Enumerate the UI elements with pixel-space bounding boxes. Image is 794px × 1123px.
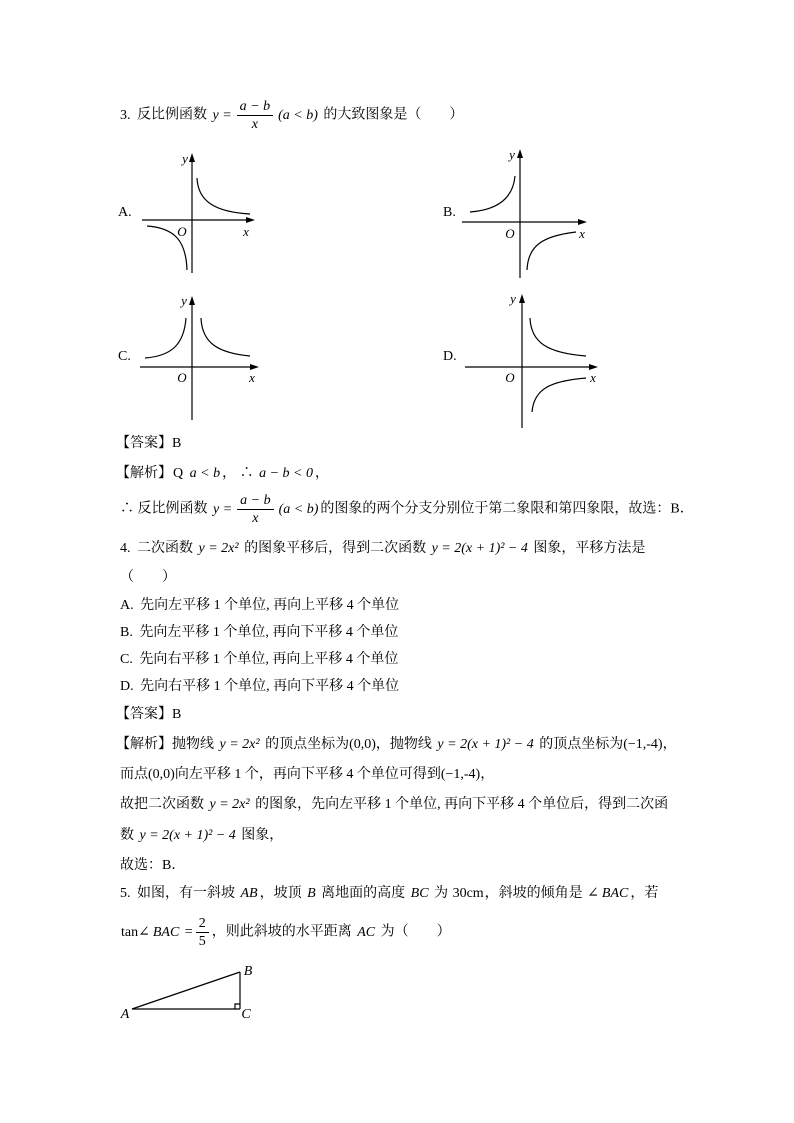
q5-stem-text: ，若 bbox=[630, 886, 659, 901]
right-angle-mark-icon bbox=[235, 1004, 240, 1009]
expression: y = 2x² bbox=[219, 737, 260, 752]
analysis-text: 故把二次函数 bbox=[120, 797, 204, 812]
therefore-symbol: ∴ bbox=[120, 501, 134, 517]
comma: ， bbox=[314, 466, 329, 481]
q3-option-b-label: B. bbox=[443, 205, 456, 220]
segment-ab: AB bbox=[240, 886, 258, 901]
q3-option-c-label: C. bbox=[118, 349, 131, 364]
option-text: 先向右平移 1 个单位, 再向上平移 4 个单位 bbox=[139, 652, 399, 667]
q4-analysis-line-1 bbox=[116, 735, 677, 755]
q5-stem-line-2 bbox=[120, 916, 451, 949]
q3-stem-tail: 的大致图象是（ ） bbox=[323, 107, 464, 123]
point-b: B bbox=[307, 886, 316, 901]
tan-value-fraction bbox=[196, 916, 209, 949]
q4-stem-text: 图象，平移方法是 bbox=[533, 541, 646, 556]
expression: y = 2(x + 1)² − 4 bbox=[139, 828, 236, 843]
analysis-text: 的顶点坐标为(0,0)，抛物线 bbox=[265, 737, 432, 752]
therefore-symbol: ∴ bbox=[239, 466, 254, 481]
q5-stem bbox=[120, 884, 658, 904]
q3-analysis-line-1 bbox=[116, 464, 329, 484]
q3-stem bbox=[120, 99, 463, 132]
condition-expr: (a < b) bbox=[278, 501, 319, 517]
q5-stem-text: 为（ ） bbox=[380, 924, 451, 940]
q4-option-a bbox=[120, 596, 399, 616]
hyperbola-branch-lower bbox=[527, 232, 576, 270]
x-axis-arrow-icon bbox=[578, 219, 587, 225]
hyperbola-branch-upper bbox=[470, 176, 515, 212]
q3-analysis-line-2 bbox=[120, 493, 694, 526]
angle-symbol: ∠ bbox=[587, 886, 599, 901]
q3-fraction-denominator: x bbox=[251, 117, 258, 132]
q3-option-d-label: D. bbox=[443, 349, 457, 364]
option-label: D. bbox=[120, 679, 134, 694]
comma: ， bbox=[222, 466, 237, 481]
y-axis-label: y bbox=[510, 291, 516, 306]
vertex-b-label: B bbox=[243, 964, 253, 979]
option-label: C. bbox=[120, 652, 133, 667]
q4-expression-1: y = 2x² bbox=[198, 541, 239, 556]
q4-analysis-line-2: 而点(0,0)向左平移 1 个，再向下平移 4 个单位可得到(−1,-4)， bbox=[120, 767, 495, 782]
analysis-tag: 【解析】 bbox=[116, 466, 172, 481]
q4-stem-text: 二次函数 bbox=[137, 541, 193, 556]
q3-condition: (a < b) bbox=[278, 107, 318, 123]
fraction-denominator: 5 bbox=[198, 934, 206, 949]
analysis-text: 的图象，先向左平移 1 个单位, 再向下平移 4 个单位后，得到二次函 bbox=[255, 797, 669, 812]
q3-fraction-numerator: a − b bbox=[237, 99, 273, 116]
vertex-a-label: A bbox=[120, 1007, 130, 1022]
q5-number: 5. bbox=[120, 886, 131, 901]
option-text: 先向右平移 1 个单位, 再向下平移 4 个单位 bbox=[140, 679, 400, 694]
q5-stem-text: ，则此斜坡的水平距离 bbox=[211, 924, 352, 940]
q3-option-d-graph bbox=[462, 291, 602, 431]
q4-option-c bbox=[120, 650, 398, 670]
q3-option-a-label: A. bbox=[118, 205, 132, 220]
because-symbol: Q bbox=[173, 466, 184, 481]
q4-analysis-line-5: 故选：B． bbox=[120, 858, 186, 873]
analysis-tag: 【解析】 bbox=[116, 737, 172, 752]
q4-analysis-line-3 bbox=[120, 795, 668, 815]
q4-stem bbox=[120, 539, 645, 559]
hyperbola-branch-lower bbox=[532, 378, 586, 412]
q3-fraction bbox=[237, 99, 273, 132]
hyperbola-branch-right bbox=[201, 318, 250, 356]
height-value: 30cm bbox=[452, 886, 484, 901]
vertex-c-label: C bbox=[241, 1007, 251, 1022]
analysis-fraction bbox=[237, 493, 273, 526]
q5-stem-text: 如图，有一斜坡 bbox=[137, 886, 235, 901]
angle-bac: BAC bbox=[152, 924, 180, 940]
y-axis-arrow-icon bbox=[189, 153, 195, 162]
hyperbola-branch-upper bbox=[530, 318, 586, 356]
y-axis-label: y bbox=[181, 293, 187, 308]
x-axis-label: x bbox=[249, 370, 255, 385]
option-label: A. bbox=[120, 598, 134, 613]
q3-function-lhs: y = bbox=[212, 107, 232, 123]
slope-ab bbox=[132, 972, 240, 1009]
y-axis-arrow-icon bbox=[517, 149, 523, 158]
origin-label: O bbox=[177, 370, 187, 385]
result-expr: a − b < 0 bbox=[259, 466, 313, 481]
hyperbola-branch-upper bbox=[197, 178, 250, 214]
analysis-text: 数 bbox=[120, 828, 134, 843]
q5-stem-text: 离地面的高度 bbox=[321, 886, 406, 901]
x-axis-label: x bbox=[243, 224, 249, 239]
q3-option-b-graph bbox=[460, 146, 592, 282]
hyperbola-branch-left bbox=[145, 318, 186, 358]
analysis-text: 图象， bbox=[241, 828, 284, 843]
expression: y = 2x² bbox=[209, 797, 250, 812]
analysis-text: 的顶点坐标为(−1,-4)， bbox=[539, 737, 677, 752]
option-text: 先向左平移 1 个单位, 再向下平移 4 个单位 bbox=[139, 625, 399, 640]
expression: y = 2(x + 1)² − 4 bbox=[437, 737, 534, 752]
tan-symbol: tan∠ bbox=[121, 924, 150, 940]
y-axis-arrow-icon bbox=[519, 294, 525, 303]
option-text: 先向左平移 1 个单位, 再向上平移 4 个单位 bbox=[140, 598, 400, 613]
equals-sign: = bbox=[184, 924, 193, 940]
q5-stem-text: ，斜坡的倾角是 bbox=[484, 886, 583, 901]
q5-slope-triangle bbox=[115, 960, 260, 1022]
analysis-text: 的图象的两个分支分别位于第二象限和第四象限，故选：B． bbox=[320, 501, 694, 517]
x-axis-label: x bbox=[579, 226, 585, 241]
q4-answer-blank: （ ） bbox=[120, 570, 176, 585]
origin-label: O bbox=[505, 370, 515, 385]
origin-label: O bbox=[177, 224, 187, 239]
q4-option-d bbox=[120, 677, 399, 697]
q4-expression-2: y = 2(x + 1)² − 4 bbox=[431, 541, 528, 556]
q3-stem-text: 反比例函数 bbox=[137, 107, 207, 123]
q5-stem-text: 为 bbox=[434, 886, 449, 901]
q3-option-c-graph bbox=[138, 293, 262, 423]
function-lhs: y = bbox=[213, 501, 233, 517]
option-label: B. bbox=[120, 625, 133, 640]
x-axis-label: x bbox=[590, 370, 596, 385]
q3-answer: 【答案】B bbox=[116, 436, 182, 451]
y-axis-label: y bbox=[182, 151, 188, 166]
segment-bc: BC bbox=[410, 886, 429, 901]
y-axis-arrow-icon bbox=[189, 296, 195, 305]
q4-analysis-line-4 bbox=[120, 826, 283, 846]
origin-label: O bbox=[505, 226, 515, 241]
q5-stem-text: ，坡顶 bbox=[259, 886, 302, 901]
segment-ac: AC bbox=[357, 924, 376, 940]
analysis-text: 反比例函数 bbox=[137, 501, 208, 517]
condition-expr: a < b bbox=[189, 466, 221, 481]
q4-answer: 【答案】B bbox=[116, 707, 182, 722]
fraction-numerator: 2 bbox=[196, 916, 209, 933]
q4-stem-text: 的图象平移后，得到二次函数 bbox=[244, 541, 427, 556]
fraction-denominator: x bbox=[252, 511, 259, 526]
q4-option-b bbox=[120, 623, 398, 643]
fraction-numerator: a − b bbox=[237, 493, 273, 510]
q3-number: 3. bbox=[120, 107, 131, 123]
x-axis-arrow-icon bbox=[246, 217, 255, 223]
y-axis-label: y bbox=[509, 147, 515, 162]
q3-option-a-graph bbox=[138, 150, 260, 278]
q4-number: 4. bbox=[120, 541, 131, 556]
analysis-text: 抛物线 bbox=[172, 737, 214, 752]
angle-bac: BAC bbox=[601, 886, 629, 901]
